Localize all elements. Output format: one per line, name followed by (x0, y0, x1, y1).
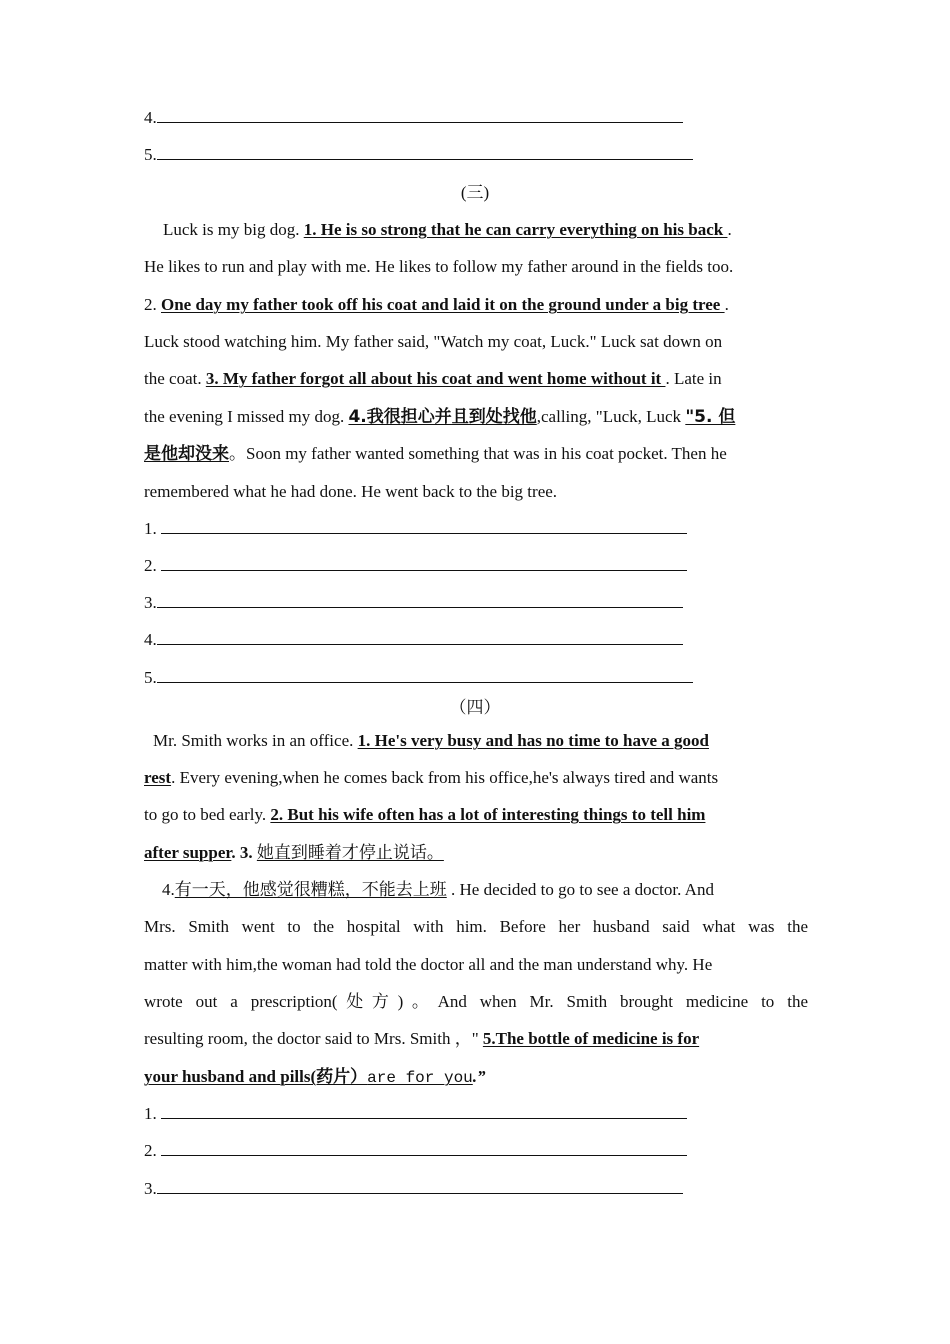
answer-line-5[interactable]: 5. (144, 667, 808, 689)
passage-3-line-1: Luck is my big dog. 1. He is so strong that he can carry everything on his back . (163, 220, 732, 239)
translation-target-3: 她直到睡着才停止说话。 (256, 843, 444, 863)
answer-line-2[interactable]: 2. (144, 1140, 808, 1162)
answer-blank[interactable] (157, 593, 683, 608)
translation-target-5-cont: your husband and pills(药片） (144, 1067, 368, 1086)
passage-3-line-2: He likes to run and play with me. He likes to follow my father around in the fields too. (144, 257, 734, 276)
passage-3-line-3: 2. One day my father took off his coat and laid it on the ground under a big tree . (144, 295, 729, 314)
answer-blank[interactable] (157, 108, 683, 123)
section-4-heading: （四） (449, 698, 501, 718)
passage-4-line-5: 4.有一天，他感觉很糟糕，不能去上班 . He decided to go to see a doctor. And (162, 880, 714, 900)
translation-target-5: 5.The bottle of medicine is for (482, 1029, 700, 1048)
answer-blank[interactable] (161, 1141, 687, 1156)
passage-4-line-8: wrote out a prescription(处方)。And when Mr. Smith brought medicine to the (144, 992, 808, 1011)
passage-4-line-2: rest. Every evening,when he comes back from his office,he's always tired and wants (144, 768, 719, 787)
passage-3-line-6: the evening I missed my dog. 4.我很担心并且到处找他,calling, "Luck, Luck "5. 但 (144, 407, 736, 427)
passage-3-line-5: the coat. 3. My father forgot all about his coat and went home without it . Late in (144, 369, 722, 388)
passage-4-line-6: Mrs. Smith went to the hospital with him. Before her husband said what was the (144, 917, 808, 936)
answer-line-4[interactable]: 4. (144, 629, 808, 651)
translation-target-2-cont: after supper (144, 843, 232, 862)
answer-blank[interactable] (161, 556, 687, 571)
translation-target-1: 1. He is so strong that he can carry everything on his back (303, 220, 728, 239)
answer-line-3[interactable]: 3. (144, 1178, 808, 1200)
answer-line-1[interactable]: 1. (144, 1103, 808, 1125)
translation-target-4: 有一天，他感觉很糟糕，不能去上班 (174, 880, 447, 900)
answer-number: 5. (144, 145, 157, 164)
passage-3-line-4: Luck stood watching him. My father said, "Watch my coat, Luck." Luck sat down on (144, 332, 723, 351)
translation-target-5-cont: 是他却没来 (144, 444, 229, 464)
translation-target-1: 1. He's very busy and has no time to have a good (357, 731, 709, 750)
translation-target-1-cont: rest (144, 768, 172, 787)
section-3-heading: (三) (460, 183, 490, 202)
translation-target-3: 3. My father forgot all about his coat and went home without it (205, 369, 666, 388)
answer-blank[interactable] (157, 668, 693, 683)
passage-3-line-7: 是他却没来。Soon my father wanted something that was in his coat pocket. Then he (144, 444, 727, 464)
passage-3-line-8: remembered what he had done. He went back to the big tree. (144, 482, 558, 501)
answer-blank[interactable] (157, 630, 683, 645)
passage-4-line-4: after supper. 3. 她直到睡着才停止说话。 (144, 843, 444, 863)
passage-4-line-10: your husband and pills(药片）are for you.” (144, 1067, 486, 1087)
passage-4-line-9: resulting room, the doctor said to Mrs. Smith ，" 5.The bottle of medicine is for (144, 1029, 700, 1048)
answer-line-5[interactable] (144, 144, 808, 166)
answer-number: 4. (144, 108, 157, 127)
answer-line-4[interactable] (144, 107, 808, 129)
answer-blank[interactable] (157, 1179, 683, 1194)
answer-line-1[interactable]: 1. (144, 518, 808, 540)
passage-4-line-7: matter with him,the woman had told the doctor all and the man understand why. He (144, 955, 713, 974)
translation-target-2: One day my father took off his coat and laid it on the ground under a big tree (161, 295, 725, 314)
answer-blank[interactable] (157, 145, 693, 160)
answer-blank[interactable] (161, 1104, 687, 1119)
passage-4-line-3: to go to bed early. 2. But his wife often has a lot of interesting things to tell him (144, 805, 706, 824)
answer-blank[interactable] (161, 519, 687, 534)
answer-line-2[interactable]: 2. (144, 555, 808, 577)
translation-target-2: 2. But his wife often has a lot of interesting things to tell him (270, 805, 706, 824)
passage-4-line-1: Mr. Smith works in an office. 1. He's very busy and has no time to have a good (153, 731, 709, 750)
translation-target-4: 4.我很担心并且到处找他 (348, 407, 537, 427)
answer-line-3[interactable]: 3. (144, 592, 808, 614)
translation-target-5: "5. 但 (685, 407, 736, 427)
